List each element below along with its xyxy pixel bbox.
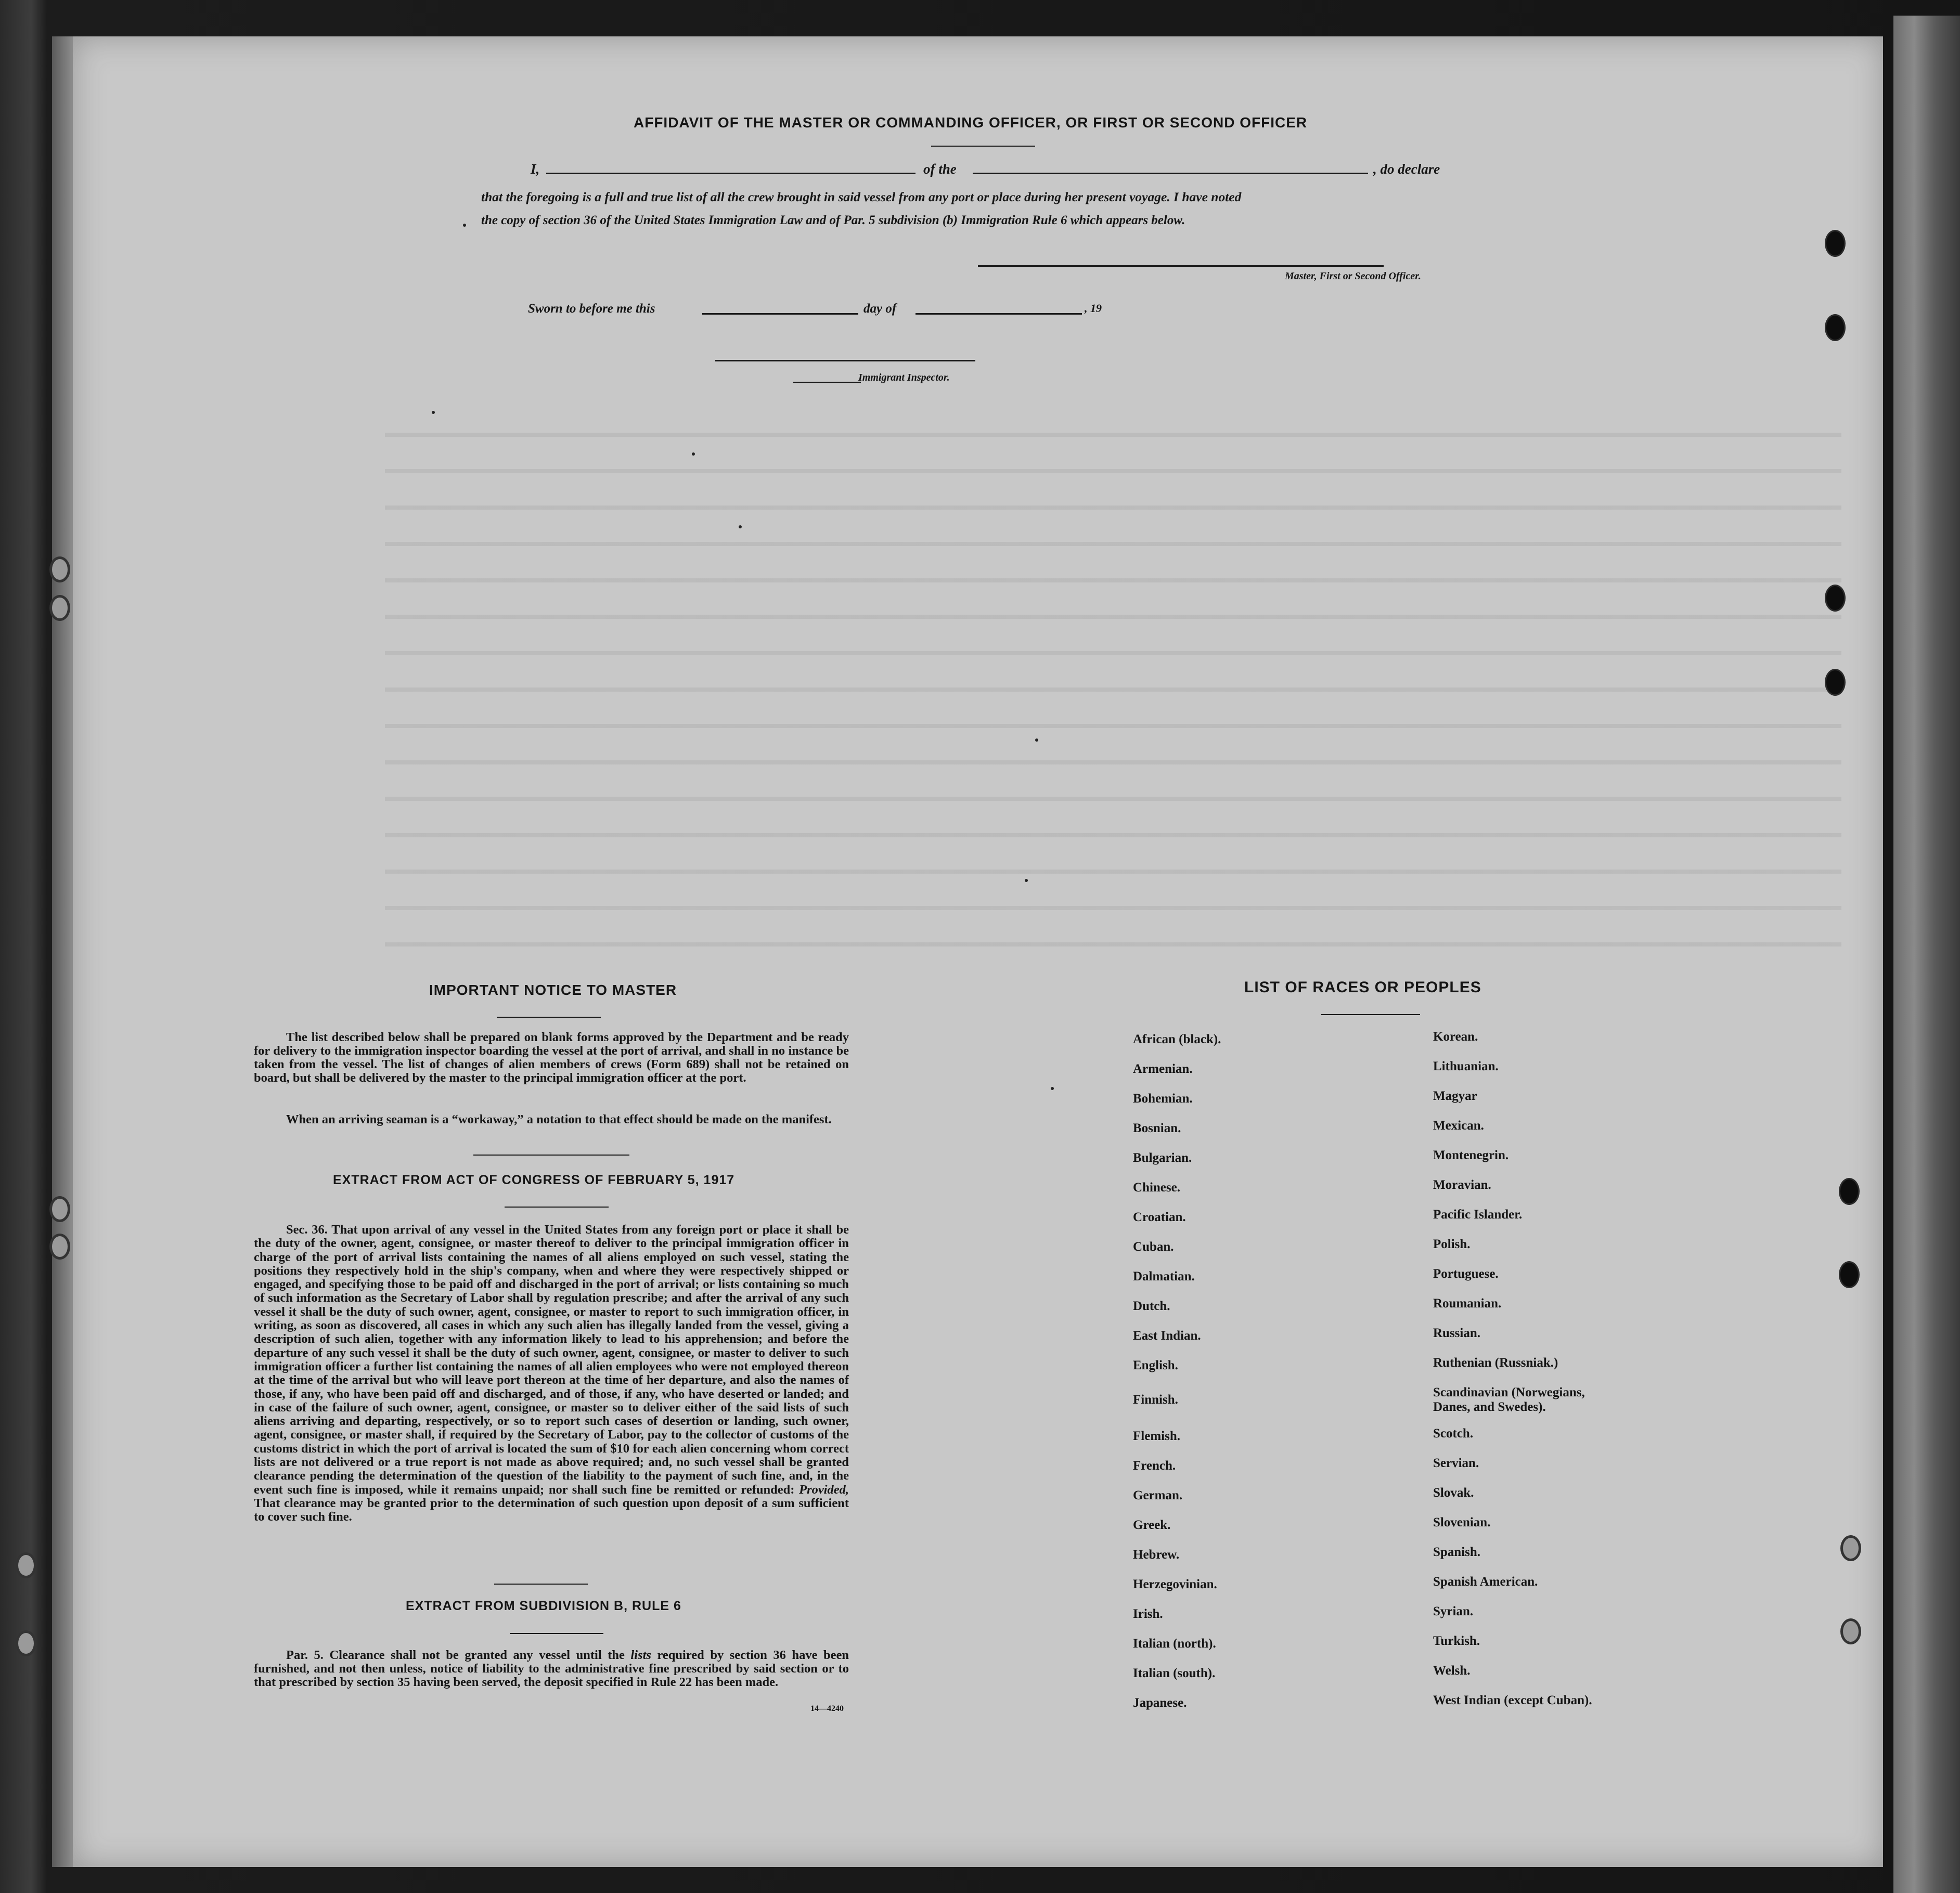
name-line bbox=[546, 173, 915, 174]
vessel-line bbox=[973, 173, 1368, 174]
binder-ring bbox=[16, 1630, 36, 1656]
affidavit-of-the: of the bbox=[923, 161, 957, 177]
race-item: Polish. bbox=[1433, 1237, 1471, 1251]
race-item: Syrian. bbox=[1433, 1604, 1474, 1618]
sworn-day-of: day of bbox=[863, 302, 897, 316]
speck bbox=[432, 411, 435, 414]
extract-act-rule bbox=[505, 1207, 609, 1208]
race-item: Korean. bbox=[1433, 1030, 1478, 1044]
sworn-year: , 19 bbox=[1085, 302, 1102, 315]
race-item: Greek. bbox=[1133, 1518, 1171, 1532]
binder-ring bbox=[49, 595, 70, 621]
affidavit-title-rule bbox=[931, 146, 1035, 147]
race-item: Turkish. bbox=[1433, 1634, 1480, 1648]
notice-title-rule bbox=[497, 1017, 601, 1018]
speck bbox=[692, 452, 695, 456]
speck bbox=[463, 224, 466, 227]
race-item: Dalmatian. bbox=[1133, 1269, 1195, 1283]
race-item: Slovak. bbox=[1433, 1486, 1474, 1500]
notice-end-rule bbox=[473, 1155, 629, 1156]
race-item: Herzegovinian. bbox=[1133, 1577, 1217, 1591]
par5-text-a: Par. 5. Clearance shall not be granted any vessel until the bbox=[286, 1648, 625, 1662]
document-page bbox=[73, 36, 1883, 1867]
punch-hole bbox=[1839, 1261, 1860, 1288]
race-item: East Indian. bbox=[1133, 1329, 1201, 1343]
form-number: 14—4240 bbox=[810, 1704, 844, 1713]
affidavit-do-declare: , do declare bbox=[1373, 161, 1440, 177]
speck bbox=[1051, 1087, 1054, 1090]
extract-rule-text bbox=[254, 1649, 849, 1689]
binder-ring bbox=[16, 1552, 36, 1578]
race-item: Scandinavian (Norwegians, Danes, and Swedes). bbox=[1433, 1385, 1585, 1414]
punch-hole bbox=[1825, 230, 1846, 257]
race-item: Pacific Islander. bbox=[1433, 1208, 1523, 1222]
race-item: Italian (south). bbox=[1133, 1666, 1216, 1680]
signature-label: Master, First or Second Officer. bbox=[1285, 270, 1421, 282]
race-item: Welsh. bbox=[1433, 1664, 1471, 1678]
race-item: Montenegrin. bbox=[1433, 1148, 1509, 1162]
punch-hole bbox=[1825, 314, 1846, 341]
notice-title: IMPORTANT NOTICE TO MASTER bbox=[429, 982, 677, 998]
inspector-short-line bbox=[793, 382, 861, 383]
race-item: Bulgarian. bbox=[1133, 1151, 1192, 1165]
race-item: Flemish. bbox=[1133, 1429, 1180, 1443]
affidavit-line2: that the foregoing is a full and true list of all the crew brought in said vessel from any port or place during her present voyage. I have noted bbox=[481, 189, 1242, 204]
sworn-month-line bbox=[915, 313, 1082, 315]
affidavit-line3: the copy of section 36 of the United States Immigration Law and of Par. 5 subdivision (b) Immigration Rule 6 which appears below. bbox=[481, 213, 1185, 227]
signature-line bbox=[978, 265, 1384, 267]
race-item: Servian. bbox=[1433, 1456, 1479, 1470]
race-item: Spanish American. bbox=[1433, 1575, 1538, 1589]
race-item: Portuguese. bbox=[1433, 1267, 1499, 1281]
par5-lists: lists bbox=[630, 1648, 651, 1662]
race-item: Spanish. bbox=[1433, 1545, 1481, 1559]
extract-act-title: EXTRACT FROM ACT OF CONGRESS OF FEBRUARY 5, 1917 bbox=[333, 1173, 735, 1187]
punch-hole bbox=[1825, 585, 1846, 612]
race-item: Lithuanian. bbox=[1433, 1059, 1499, 1073]
race-item: Irish. bbox=[1133, 1607, 1163, 1621]
binder-ring bbox=[49, 556, 70, 582]
race-item: Chinese. bbox=[1133, 1181, 1180, 1195]
race-item: Bohemian. bbox=[1133, 1092, 1193, 1106]
race-item: Russian. bbox=[1433, 1326, 1481, 1340]
notice-paragraph-1: The list described below shall be prepared on blank forms approved by the Department and be ready for delivery to the immigration inspector boarding the vessel at the port of arrival, and shall in no instance be taken from the vessel. The list of changes of alien members of crews (Form 689) shall not be retained on board, but shall be delivered by the master to the principal immigration officer at the port. bbox=[254, 1030, 849, 1085]
sec-36-body: That upon arrival of any vessel in the United States from any foreign port or place it shall be the duty of the owner, agent, consignee, or master thereof to deliver to the principal immigration officer in charge of the port of arrival lists containing the names of all aliens employed on such vessel, stating the positions they respectively hold in the ship's company, when and where they were respectively shipped or engaged, and specifying those to be paid off and discharged in the port of arrival; or lists containing so much of such information as the Secretary of Labor shall by regulation prescribe; and after the arrival of any such vessel it shall be the duty of such owner, agent, consignee, or master to report to such immigration officer, in writing, as soon as discovered, all cases in which any such alien has illegally landed from the vessel, giving a description of such alien, together with any information likely to lead to his apprehension; and before the departure of any such vessel it shall be the duty of such owner, agent, consignee, or master to deliver to such immigration officer a further list containing the names of all alien employees who were not employed thereon at the time of the arrival but who will leave port thereon at the time of her departure, and also the names of those, if any, who have been paid off and discharged, and of those, if any, who have deserted or landed; and in case of the failure of such owner, agent, consignee, or master so to deliver either of the said lists of such aliens arriving and departing, respectively, or so to report such cases of desertion or landing, such owner, agent, consignee, or master shall, if required by the Secretary of Labor, pay to the collector of customs of the customs district in which the port of arrival is located the sum of $10 for each alien concerning whom correct lists are not delivered or a true report is not made as above required; and, no such vessel shall be granted clearance pending the determination of the question of the liability to the payment of such fine, and, in the event such fine is imposed, while it remains unpaid; nor shall such fine be remitted or refunded: bbox=[254, 1223, 849, 1497]
race-item: French. bbox=[1133, 1459, 1176, 1473]
race-item: Finnish. bbox=[1133, 1393, 1178, 1407]
sworn-text: Sworn to before me this bbox=[528, 302, 655, 316]
race-item: Cuban. bbox=[1133, 1240, 1174, 1254]
race-item: Croatian. bbox=[1133, 1210, 1186, 1224]
stacked-pages-edge bbox=[1893, 16, 1960, 1893]
punch-hole bbox=[1825, 669, 1846, 696]
race-item: Scotch. bbox=[1433, 1427, 1474, 1441]
race-item: German. bbox=[1133, 1488, 1183, 1502]
notice-paragraph-2: When an arriving seaman is a “workaway,” a notation to that effect should be made on the manifest. bbox=[286, 1112, 832, 1126]
par5-text-b: required by section 36 have been furnished, and not then unless, notice of liability to the administrative fine prescribed by said section or to that prescribed by section 35 having been served, the deposit specified in Rule 22 has been made. bbox=[254, 1648, 849, 1689]
race-item: Armenian. bbox=[1133, 1062, 1193, 1076]
affidavit-i: I, bbox=[531, 161, 540, 177]
proviso-label: Provided, bbox=[799, 1482, 849, 1497]
race-item: West Indian (except Cuban). bbox=[1433, 1693, 1592, 1707]
race-item: African (black). bbox=[1133, 1032, 1221, 1046]
race-item: Roumanian. bbox=[1433, 1296, 1502, 1311]
race-item: Slovenian. bbox=[1433, 1515, 1491, 1529]
punch-hole bbox=[1839, 1178, 1860, 1205]
race-item: Dutch. bbox=[1133, 1299, 1170, 1313]
sec-36-label: Sec. 36. bbox=[286, 1223, 328, 1237]
races-title-rule bbox=[1321, 1014, 1420, 1015]
affidavit-title: AFFIDAVIT OF THE MASTER OR COMMANDING OFFICER, OR FIRST OR SECOND OFFICER bbox=[634, 114, 1308, 131]
binder-ring bbox=[1840, 1618, 1861, 1644]
speck bbox=[1025, 879, 1028, 882]
binder-ring bbox=[1840, 1535, 1861, 1561]
inspector-signature-line bbox=[715, 360, 975, 361]
race-item: Hebrew. bbox=[1133, 1548, 1180, 1562]
extract-act-text bbox=[254, 1223, 849, 1524]
proviso-text: That clearance may be granted prior to the determination of such question upon deposit of a sum sufficient to cover such fine. bbox=[254, 1496, 849, 1524]
race-item: Ruthenian (Russniak.) bbox=[1433, 1356, 1558, 1370]
race-item: Japanese. bbox=[1133, 1696, 1187, 1710]
races-title: LIST OF RACES OR PEOPLES bbox=[1244, 979, 1481, 996]
bleed-through-texture bbox=[385, 400, 1841, 973]
sworn-day-line bbox=[702, 313, 858, 315]
race-item: Magyar bbox=[1433, 1089, 1477, 1103]
race-item: Italian (north). bbox=[1133, 1637, 1216, 1651]
race-item: Bosnian. bbox=[1133, 1121, 1181, 1135]
speck bbox=[739, 525, 742, 528]
race-item: English. bbox=[1133, 1358, 1178, 1372]
speck bbox=[1035, 738, 1038, 742]
binder-ring bbox=[49, 1234, 70, 1260]
extract-rule-title: EXTRACT FROM SUBDIVISION B, RULE 6 bbox=[406, 1599, 681, 1613]
inspector-label: Immigrant Inspector. bbox=[858, 372, 950, 383]
extract-act-end-rule bbox=[494, 1584, 588, 1585]
race-item: Moravian. bbox=[1433, 1178, 1491, 1192]
extract-rule-rule bbox=[510, 1633, 603, 1634]
race-item: Mexican. bbox=[1433, 1119, 1484, 1133]
binder-ring bbox=[49, 1196, 70, 1222]
